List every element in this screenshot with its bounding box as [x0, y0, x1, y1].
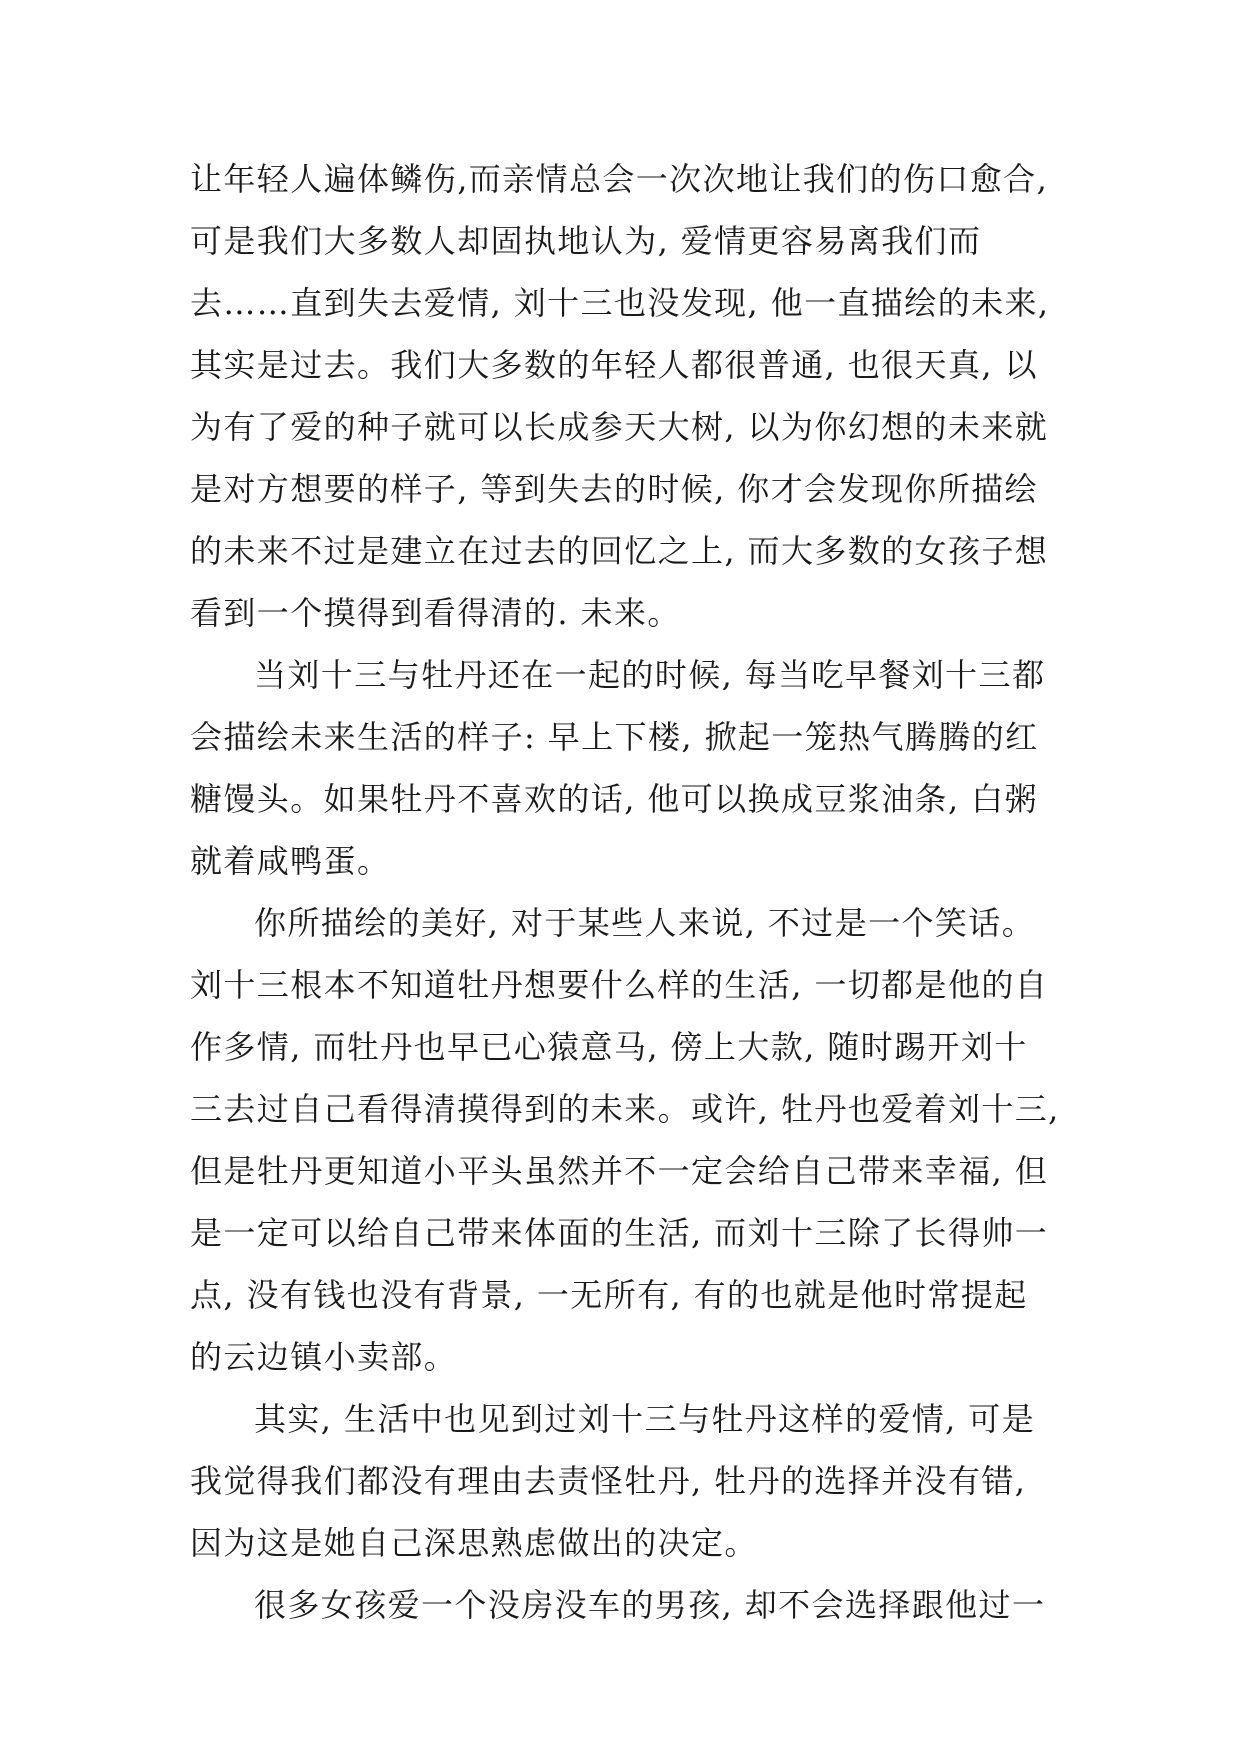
text-line-16: 三去过自己看得清摸得到的未来。或许, 牡丹也爱着刘十三, — [190, 1090, 1060, 1128]
text-line-23: 因为这是她自己深思熟虑做出的决定。 — [190, 1524, 758, 1562]
text-line-18: 是一定可以给自己带来体面的生活, 而刘十三除了长得帅一 — [190, 1214, 1049, 1252]
text-line-6: 是对方想要的样子, 等到失去的时候, 你才会发现你所描绘 — [190, 470, 1038, 508]
text-line-8: 看到一个摸得到看得清的. 未来。 — [190, 594, 681, 632]
text-line-22: 我觉得我们都没有理由去责怪牡丹, 牡丹的选择并没有错, — [190, 1462, 1027, 1500]
paragraph-start-line-9: 当刘十三与牡丹还在一起的时候, 每当吃早餐刘十三都 — [254, 656, 1046, 694]
text-line-14: 刘十三根本不知道牡丹想要什么样的生活, 一切都是他的自 — [190, 966, 1049, 1004]
text-line-3: 去……直到失去爱情, 刘十三也没发现, 他一直描绘的未来, — [190, 284, 1050, 322]
text-line-12: 就着咸鸭蛋。 — [190, 842, 391, 880]
text-line-15: 作多情, 而牡丹也早已心猿意马, 傍上大款, 随时踢开刘十 — [190, 1028, 1028, 1066]
text-line-4: 其实是过去。我们大多数的年轻人都很普通, 也很天真, 以 — [190, 346, 1038, 384]
text-line-1: 让年轻人遍体鳞伤,而亲情总会一次次地让我们的伤口愈合, — [190, 160, 1049, 198]
text-line-7: 的未来不过是建立在过去的回忆之上, 而大多数的女孩子想 — [190, 532, 1049, 570]
text-line-19: 点, 没有钱也没有背景, 一无所有, 有的也就是他时常提起 — [190, 1276, 1028, 1314]
text-line-10: 会描绘未来生活的样子: 早上下楼, 掀起一笼热气腾腾的红 — [190, 718, 1039, 756]
paragraph-start-line-21: 其实, 生活中也见到过刘十三与牡丹这样的爱情, 可是 — [254, 1400, 1036, 1438]
text-line-5: 为有了爱的种子就可以长成参天大树, 以为你幻想的未来就 — [190, 408, 1049, 446]
text-line-20: 的云边镇小卖部。 — [190, 1338, 458, 1376]
paragraph-start-line-13: 你所描绘的美好, 对于某些人来说, 不过是一个笑话。 — [254, 904, 1036, 942]
text-line-2: 可是我们大多数人却固执地认为, 爱情更容易离我们而 — [190, 222, 982, 260]
paragraph-start-line-24: 很多女孩爱一个没房没车的男孩, 却不会选择跟他过一 — [254, 1586, 1046, 1624]
text-line-11: 糖馒头。如果牡丹不喜欢的话, 他可以换成豆浆油条, 白粥 — [190, 780, 1038, 818]
text-line-17: 但是牡丹更知道小平头虽然并不一定会给自己带来幸福, 但 — [190, 1152, 1049, 1190]
